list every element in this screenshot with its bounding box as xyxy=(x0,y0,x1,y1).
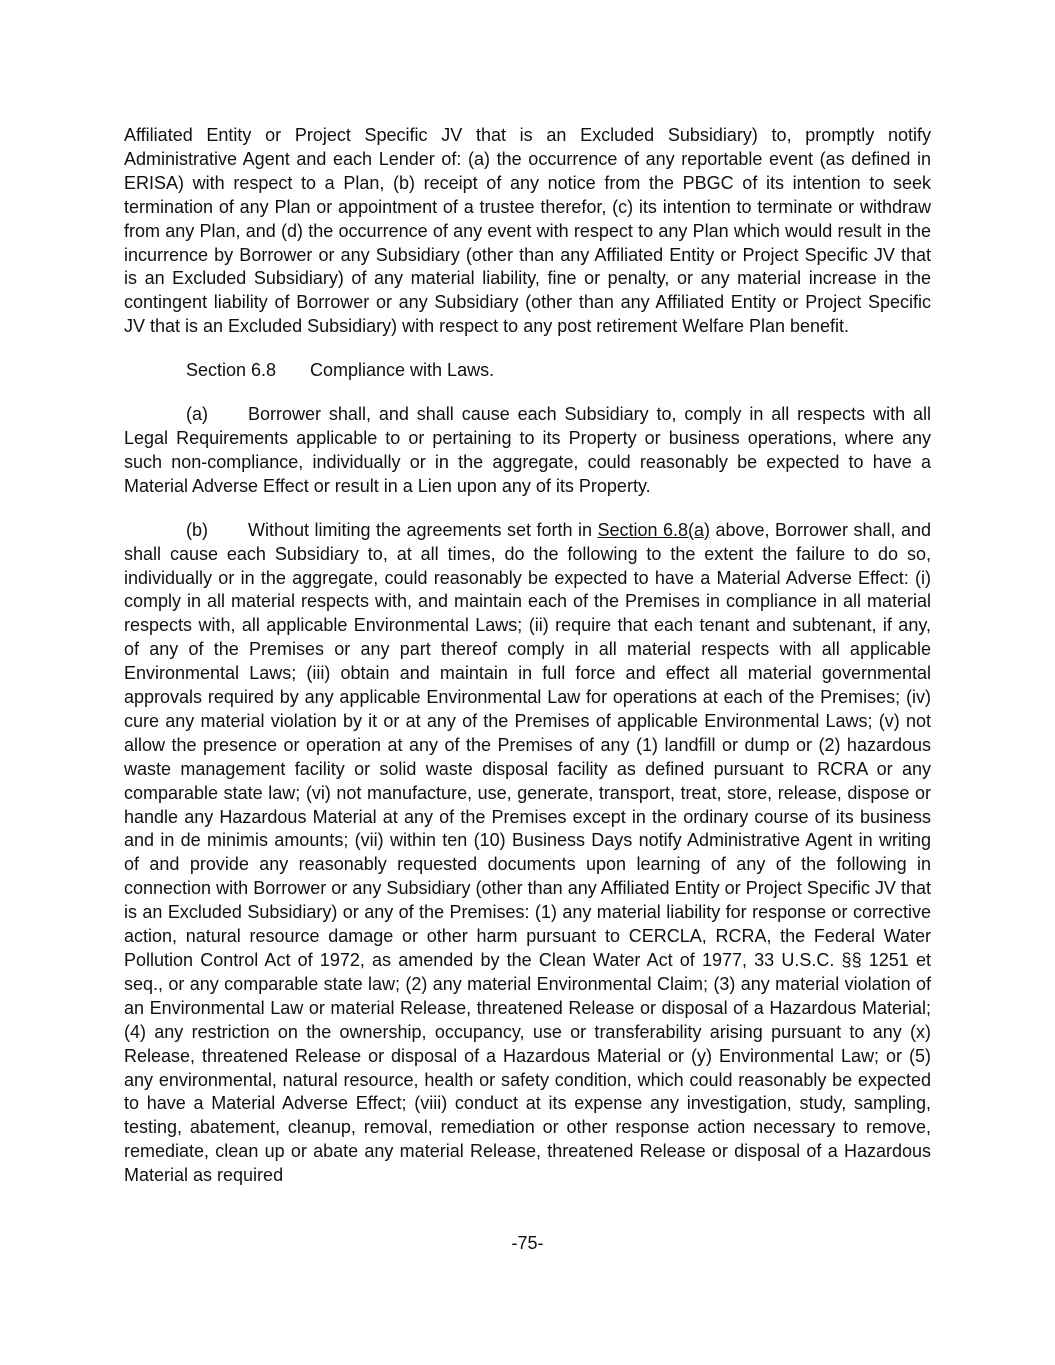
clause-a-paragraph xyxy=(124,403,931,499)
clause-b-paragraph xyxy=(124,519,931,1188)
section-number: Section 6.8 xyxy=(186,360,277,381)
document-page xyxy=(124,124,931,1208)
clause-a-label: (a) xyxy=(186,404,208,425)
intro-paragraph: Affiliated Entity or Project Specific JV that is an Excluded Subsidiary) to, promptly notify Administrative Agent and each Lender of: (a) the occurrence of any reportable event (as defined in ERISA) with respect to a Plan, (b) receipt of any notice from the PBGC of its intention to seek termination of any Plan or appointment of a trustee therefor, (c) its intention to terminate or withdraw from any Plan, and (d) the occurrence of any event with respect to any Plan which would result in the incurrence by Borrower or any Subsidiary (other than any Affiliated Entity or Project Specific JV that is an Excluded Subsidiary) of any material liability, fine or penalty, or any material increase in the contingent liability of Borrower or any Subsidiary (other than any Affiliated Entity or Project Specific JV that is an Excluded Subsidiary) with respect to any post retirement Welfare Plan benefit. xyxy=(124,125,931,337)
section-heading xyxy=(186,359,931,383)
page-number: -75- xyxy=(511,1233,544,1253)
clause-b-text-after: above, Borrower shall, and shall cause each Subsidiary to, at all times, do the following to the extent the failure to do so, individually or in the aggregate, could reasonably be expected to have a Material Adverse Effect: (i) comply in all material respects with, and maintain each of the Premises in compliance in all material respects with, all applicable Environmental Laws; (ii) require that each tenant and subtenant, if any, of any of the Premises or any part thereof comply in all material respects with all applicable Environmental Laws; (iii) obtain and maintain in full force and effect all material governmental approvals required by any applicable Environmental Law for operations at each of the Premises; (iv) cure any material violation by it or at any of the Premises of applicable Environmental Laws; (v) not allow the presence or operation at any of the Premises of any (1) landfill or dump or (2) hazardous waste management facility or solid waste disposal facility as defined pursuant to RCRA or any comparable state law; (vi) not manufacture, use, generate, transport, treat, store, release, dispose or handle any Hazardous Material at any of the Premises except in the ordinary course of its business and in de minimis amounts; (vii) within ten (10) Business Days notify Administrative Agent in writing of and provide any reasonably requested documents upon learning of any of the following in connection with Borrower or any Subsidiary (other than any Affiliated Entity or Project Specific JV that is an Excluded Subsidiary) or any of the Premises: (1) any material liability for response or corrective action, natural resource damage or other harm pursuant to CERCLA, RCRA, the Federal Water Pollution Control Act of 1972, as amended by the Clean Water Act of 1977, 33 U.S.C. §§ 1251 et seq., or any comparable state law; (2) any material Environmental Claim; (3) any material violation of an Environmental Law or material Release, threatened Release or disposal of a Hazardous Material; (4) any restriction on the ownership, occupancy, use or transferability arising pursuant to any (x) Release, threatened Release or disposal of a Hazardous Material or (y) Environmental Law; or (5) any environmental, natural resource, health or safety condition, which could reasonably be expected to have a Material Adverse Effect; (viii) conduct at its expense any investigation, study, sampling, testing, abatement, cleanup, removal, remediation or other response action necessary to remove, remediate, clean up or abate any material Release, threatened Release or disposal of a Hazardous Material as required xyxy=(124,519,931,1186)
section-title: Compliance with Laws. xyxy=(310,360,495,381)
clause-b-label: (b) xyxy=(186,519,208,540)
clause-a-text: Borrower shall, and shall cause each Subsidiary to, comply in all respects with all Legal Requirements applicable to or pertaining to its Property or business operations, where any such non-compliance, individually or in the aggregate, could reasonably be expected to have a Material Adverse Effect or result in a Lien upon any of its Property. xyxy=(124,404,931,496)
clause-b-text-before: Without limiting the agreements set forth in xyxy=(248,519,598,540)
section-cross-reference: Section 6.8(a) xyxy=(597,519,710,540)
